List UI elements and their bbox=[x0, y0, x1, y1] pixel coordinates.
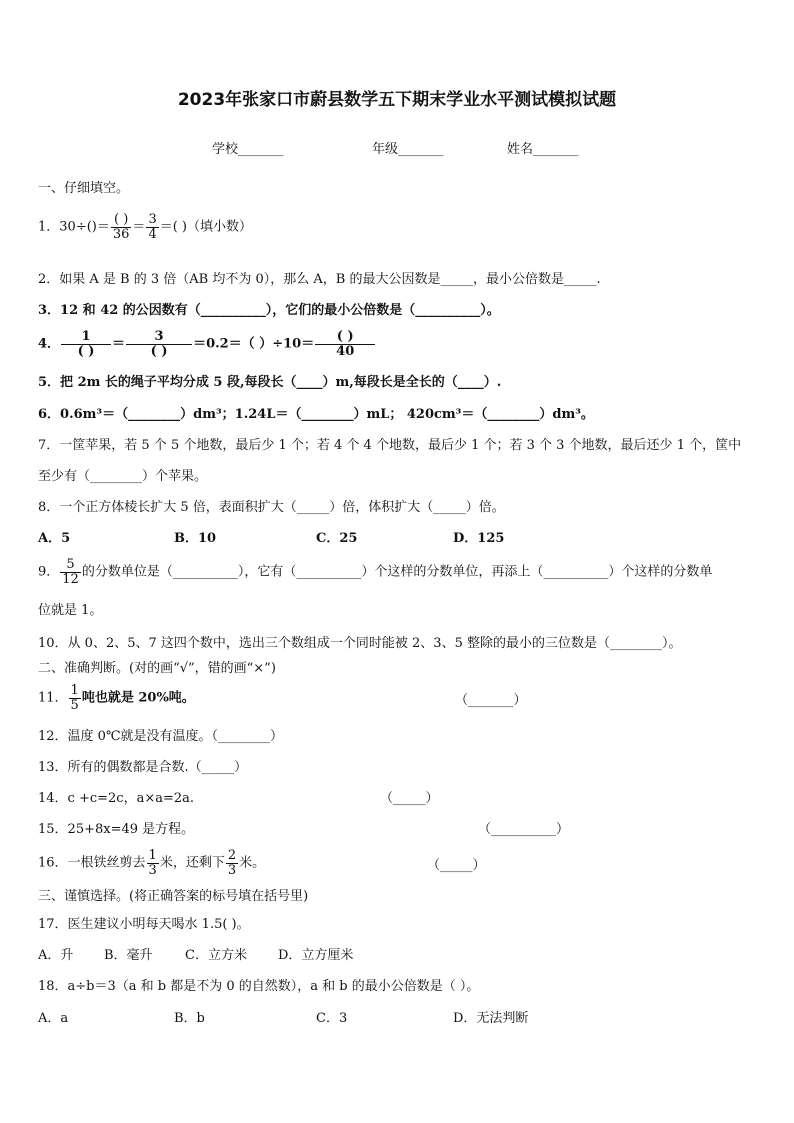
q18-option-a: A．a bbox=[38, 1011, 69, 1026]
fraction: $\frac{2}{3}$ bbox=[227, 848, 237, 878]
question-15: 15．25+8x=49 是方程。 bbox=[38, 822, 195, 837]
question-9-line-2: 位就是 1。 bbox=[38, 603, 103, 618]
q18-option-c: C．3 bbox=[316, 1011, 348, 1026]
question-12: 12．温度 0℃就是没有温度。（________） bbox=[38, 729, 283, 744]
q8-option-a: A．5 bbox=[38, 531, 71, 546]
question-4: 4． $\frac{1}{( )}$ ＝ $\frac{3}{( )}$ ＝0.2＝（ ）÷10＝ $\frac{( )}{40}$ bbox=[38, 330, 376, 358]
q17-option-b: B．毫升 bbox=[104, 948, 153, 963]
question-2: 2．如果 A 是 B 的 3 倍（AB 均不为 0），那么 A，B 的最大公因数是_____，最小公倍数是_____. bbox=[38, 272, 601, 287]
section-1-heading: 一、仔细填空。 bbox=[38, 181, 130, 196]
question-7-line-2: 至少有（________）个苹果。 bbox=[38, 469, 208, 484]
question-6: 6．0.6m³＝（________）dm³；1.24L＝（________）mL； 420cm³＝（________）dm³。 bbox=[38, 407, 594, 422]
q18-option-d: D．无法判断 bbox=[453, 1011, 529, 1026]
fraction: $\frac{3}{4}$ bbox=[148, 212, 157, 242]
name-field: 姓名_______ bbox=[507, 142, 579, 157]
question-13: 13．所有的偶数都是合数.（_____） bbox=[38, 760, 248, 775]
question-11: 11． $\frac{1}{5}$ 吨也就是 20%吨。 bbox=[38, 683, 195, 713]
question-18: 18．a÷b＝3（a 和 b 都是不为 0 的自然数），a 和 b 的最小公倍数是（ ）。 bbox=[38, 979, 480, 994]
school-field: 学校_______ bbox=[212, 142, 284, 157]
q8-option-c: C．25 bbox=[316, 531, 358, 546]
grade-field: 年级_______ bbox=[372, 142, 444, 157]
question-16: 16．一根铁丝剪去 $\frac{1}{3}$ 米，还剩下 $\frac{2}{3}$ 米。 bbox=[38, 848, 266, 878]
fraction: $\frac{( )}{40}$ bbox=[315, 330, 375, 358]
fraction: $\frac{3}{( )}$ bbox=[126, 330, 192, 358]
q16-answer-blank[interactable]: （_____） bbox=[427, 858, 486, 873]
question-3: 3．12 和 42 的公因数有（__________），它们的最小公倍数是（__________）。 bbox=[38, 303, 500, 318]
question-17: 17．医生建议小明每天喝水 1.5( )。 bbox=[38, 917, 250, 932]
q17-option-a: A．升 bbox=[38, 948, 74, 963]
q17-option-c: C．立方米 bbox=[185, 948, 247, 963]
question-14: 14．c +c=2c，a×a=2a. bbox=[38, 791, 195, 806]
fraction: $\frac{1}{( )}$ bbox=[61, 330, 111, 358]
section-2-heading: 二、准确判断。(对的画“√”，错的画“×”) bbox=[38, 661, 276, 676]
question-7-line-1: 7．一筐苹果，若 5 个 5 个地数，最后少 1 个；若 4 个 4 个地数，最后少 1 个；若 3 个 3 个地数，最后还少 1 个，筐中 bbox=[38, 438, 742, 453]
fraction: $\frac{1}{3}$ bbox=[148, 848, 157, 878]
q17-option-d: D．立方厘米 bbox=[278, 948, 354, 963]
fraction: $\frac{1}{5}$ bbox=[70, 683, 79, 713]
question-5: 5．把 2m 长的绳子平均分成 5 段,每段长（____）m,每段长是全长的（____）. bbox=[38, 375, 502, 390]
section-3-heading: 三、谨慎选择。(将正确答案的标号填在括号里) bbox=[38, 889, 309, 904]
q11-answer-blank[interactable]: （_______） bbox=[455, 693, 527, 708]
q8-option-b: B．10 bbox=[174, 531, 217, 546]
question-9: 9． $\frac{5}{12}$ 的分数单位是（__________），它有（__________）个这样的分数单位，再添上（__________）个这样的分数单 bbox=[38, 557, 713, 587]
fraction: $\frac{( )}{36}$ bbox=[112, 212, 130, 242]
q14-answer-blank[interactable]: （_____） bbox=[380, 791, 439, 806]
fraction: $\frac{5}{12}$ bbox=[62, 557, 79, 587]
question-8: 8．一个正方体棱长扩大 5 倍，表面积扩大（_____）倍，体积扩大（_____）倍。 bbox=[38, 500, 505, 515]
page-title: 2023年张家口市蔚县数学五下期末学业水平测试模拟试题 bbox=[177, 90, 617, 110]
question-10: 10．从 0、2、5、7 这四个数中，选出三个数组成一个同时能被 2、3、5 整除的最小的三位数是（________）。 bbox=[38, 636, 682, 651]
q8-option-d: D．125 bbox=[453, 531, 505, 546]
question-1: 1．30÷()＝ $\frac{( )}{36}$ ＝ $\frac{3}{4}$ ＝( )（填小数） bbox=[38, 212, 252, 242]
q15-answer-blank[interactable]: （__________） bbox=[478, 822, 570, 837]
q18-option-b: B．b bbox=[174, 1011, 205, 1026]
